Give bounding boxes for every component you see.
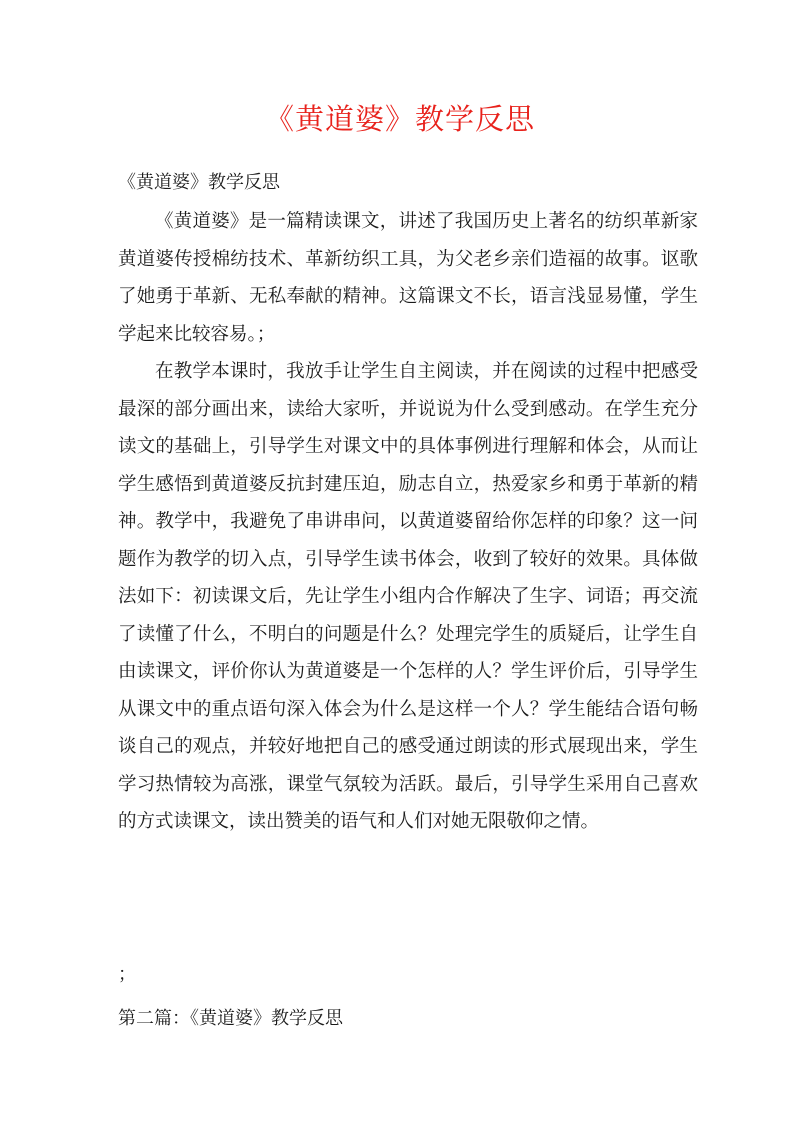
paragraph: 在教学本课时，我放手让学生自主阅读，并在阅读的过程中把感受最深的部分画出来，读给大家听，并说说为什么受到感动。在学生充分读文的基础上，引导学生对课文中的具体事例进行理解和体会，从而让学生感悟到黄道婆反抗封建压迫，励志自立，热爱家乡和勇于革新的精神。教学中，我避免了串讲串问，以黄道婆留给你怎样的印象？这一问题作为教学的切入点，引导学生读书体会，收到了较好的效果。具体做法如下：初读课文后，先让学生小组内合作解决了生字、词语；再交流了读懂了什么，不明白的问题是什么？处理完学生的质疑后，让学生自由读课文，评价你认为黄道婆是一个怎样的人？学生评价后，引导学生从课文中的重点语句深入体会为什么是这样一个人？学生能结合语句畅谈自己的观点，并较好地把自己的感受通过朗读的形式展现出来，学生学习热情较为高涨，课堂气氛较为活跃。最后，引导学生采用自己喜欢的方式读课文，读出赞美的语气和人们对她无限敬仰之情。 — [118, 361, 698, 832]
separator-mark: ； — [118, 964, 136, 985]
document-subtitle: 《黄道婆》教学反思 — [118, 172, 280, 193]
page-title: 《黄道婆》教学反思 — [264, 102, 535, 136]
paragraph: 《黄道婆》是一篇精读课文，讲述了我国历史上著名的纺织革新家黄道婆传授棉纺技术、革新纺织工具，为父老乡亲们造福的故事。讴歌了她勇于革新、无私奉献的精神。这篇课文不长，语言浅显易懂，学生学起来比较容易。； — [118, 211, 698, 345]
section-heading: 第二篇：《黄道婆》教学反思 — [118, 1008, 343, 1029]
document-body — [118, 203, 698, 841]
